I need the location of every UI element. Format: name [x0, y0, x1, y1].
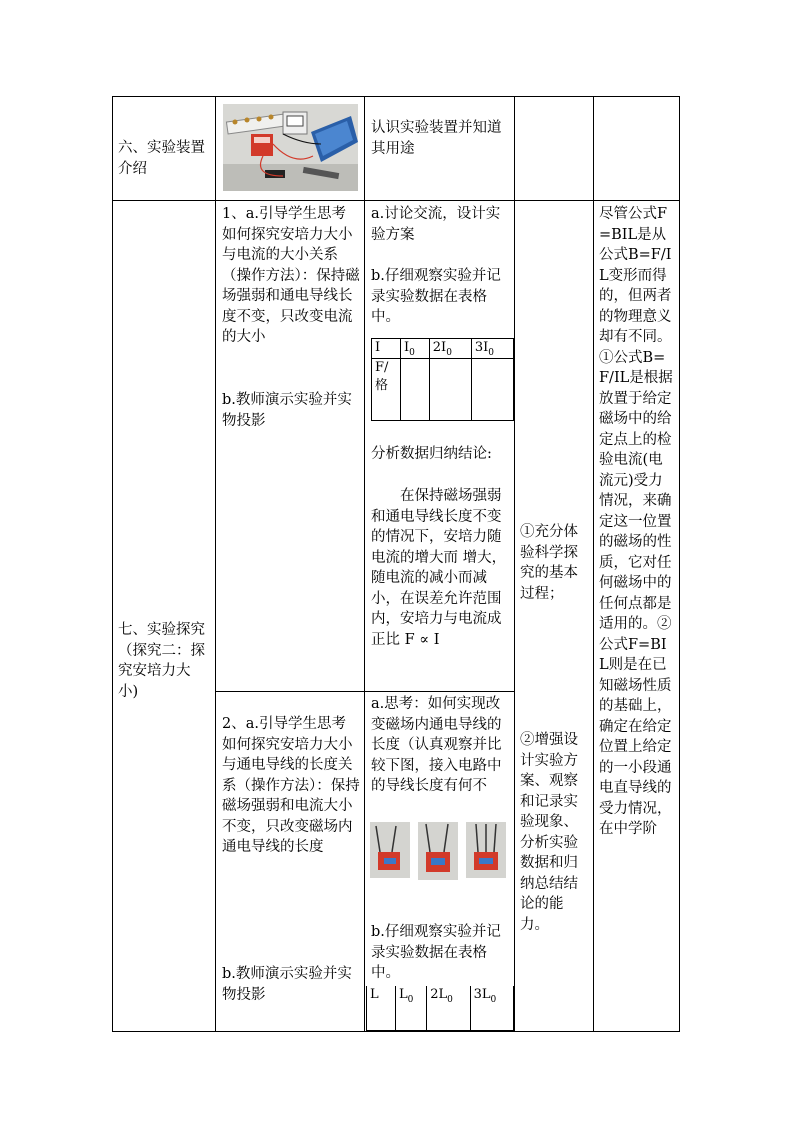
teacher-activity-1b: b.教师演示实验并实物投影 — [222, 392, 352, 429]
conclusion-body: 在保持磁场强弱和通电导线长度不变的情况下，安培力随电流的增大而 增大，随电流的减小而减小，在误差允许范围内，安培力与电流成正比 F ∝ I — [371, 488, 507, 648]
table-cell — [429, 359, 471, 421]
student-activity-1a: a.讨论交流，设计实验方案 — [371, 206, 501, 243]
wire-photo-2 — [418, 822, 458, 880]
table-row-label: F/格 — [372, 359, 401, 421]
activity-text-6: 认识实验装置并知道其用途 — [371, 120, 502, 157]
teacher-activity-2a: 2、a.引导学生思考如何探究安培力大小与通电导线的长度关系（操作方法）：保持磁场强弱和电流大小不变，只改变磁场内通电导线的长度 — [222, 716, 360, 855]
apparatus-photo — [223, 104, 358, 191]
design-intent-2: ②增强设计实验方案、观察和记录实验现象、分析实验数据和归纳总结结论的能力。 — [520, 732, 578, 933]
current-data-table — [371, 338, 514, 421]
section-label-6: 六、实验装置介绍 — [118, 140, 205, 177]
teacher-activity-2b: b.教师演示实验并实物投影 — [222, 966, 352, 1003]
wire-photo-3 — [466, 822, 506, 878]
wire-length-photos — [370, 822, 508, 880]
wire-photo-1 — [370, 822, 410, 878]
table-header-cell: $3I_0$ — [471, 339, 513, 359]
teacher-activity-1a: 1、a.引导学生思考如何探究安培力大小与电流的大小关系（操作方法）：保持磁场强弱和通电导线长度不变，只改变电流的大小 — [222, 206, 360, 345]
table-header-cell: $I_0$ — [401, 339, 430, 359]
length-data-table — [366, 986, 514, 1031]
table-header-cell: $2L_0$ — [427, 986, 470, 1030]
student-activity-1b: b.仔细观察实验并记录实验数据在表格中。 — [371, 268, 501, 325]
table-cell — [471, 359, 513, 421]
student-activity-2a: a.思考：如何实现改变磁场内通电导线的长度（认真观察并比较下图，接入电路中的导线长度有何不 — [371, 696, 502, 794]
table-header-cell: I — [372, 339, 401, 359]
design-intent-1: ①充分体验科学探究的基本过程； — [520, 524, 578, 602]
table-header-cell: L — [367, 986, 396, 1030]
conclusion-title: 分析数据归纳结论: — [371, 446, 492, 462]
section-label-7: 七、实验探究（探究二：探究安培力大小) — [118, 622, 205, 700]
table-cell — [401, 359, 430, 421]
student-activity-2b: b.仔细观察实验并记录实验数据在表格中。 — [371, 924, 501, 981]
table-header-cell: $L_0$ — [396, 986, 427, 1030]
formula-note: 尽管公式F=BIL是从公式B=F/IL变形而得的，但两者的物理意义却有不同。①公式B=F/IL是根据放置于给定磁场中的给定点上的检验电流(电流元)受力情况，来确定这一位置的磁场的性质，它对任何磁场中的任何点都是适用的。②公式F=BIL则是在已知磁场性质的基础上，确定在给定位置上给定的一小段通电直导线的受力情况，在中学阶 — [599, 206, 673, 837]
table-header-cell: $3L_0$ — [470, 986, 513, 1030]
table-header-cell: $2I_0$ — [429, 339, 471, 359]
